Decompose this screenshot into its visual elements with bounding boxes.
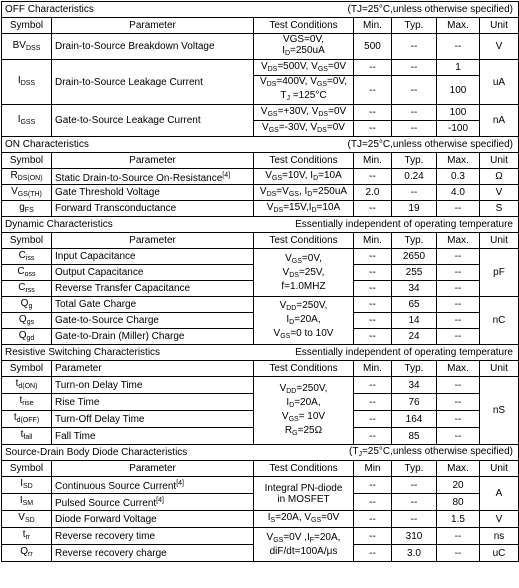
section-off-header [2,2,519,18]
column-header-row [2,233,519,249]
col-min: Min. [354,233,392,249]
unit-cell: uA [480,60,519,105]
table-row [2,201,519,217]
symbol-cell: $BV_{DSS}$ [2,34,52,60]
parameter-cell: Reverse recovery charge [52,545,254,562]
test-conditions-cell: $V_{DS}=V_{GS}$, $I_D=250uA$ [254,185,354,201]
section-switching-header [2,345,519,361]
symbol-cell: $t_{fall}$ [2,428,52,445]
col-test-conditions: Test Conditions [254,153,354,169]
col-symbol: Symbol [2,361,52,377]
section-diode-header [2,445,519,461]
test-conditions-cell: $V_{GS}=-30V$, $V_{DS}=0V$ [254,121,354,137]
typ-cell: -- [392,477,437,494]
test-conditions-cell: $I_S=20A$, $V_{GS}=0V$ [254,511,354,528]
min-cell: -- [354,428,392,445]
table-row [2,60,519,76]
min-cell: -- [354,201,392,217]
min-cell: -- [354,76,392,105]
parameter-cell: Diode Forward Voltage [52,511,254,528]
max-cell: -- [437,394,480,411]
col-max: Max. [437,233,480,249]
col-typ: Typ. [392,361,437,377]
min-cell: -- [354,249,392,265]
max-cell: 100 [437,76,480,105]
col-parameter: Parameter [52,153,254,169]
test-conditions-cell: $V_{GS}=0V$ $,I_F=20A$, diF/dt=100A/μs [254,528,354,562]
unit-cell: nC [480,297,519,345]
section-dynamic-header [2,217,519,233]
symbol-cell: $C_{iss}$ [2,249,52,265]
max-cell: -- [437,297,480,313]
min-cell: 2.0 [354,185,392,201]
min-cell: -- [354,411,392,428]
parameter-cell: Gate-to-Source Charge [52,313,254,329]
typ-cell: -- [392,185,437,201]
typ-cell: -- [392,60,437,76]
typ-cell: 164 [392,411,437,428]
max-cell: -- [437,201,480,217]
min-cell: -- [354,265,392,281]
max-cell: 1.5 [437,511,480,528]
typ-cell: 65 [392,297,437,313]
column-header-row [2,361,519,377]
typ-cell: 14 [392,313,437,329]
min-cell: -- [354,394,392,411]
parameter-cell: Continuous Source Current[4] [52,477,254,494]
min-cell: -- [354,545,392,562]
max-cell: -- [437,313,480,329]
col-max: Max. [437,361,480,377]
symbol-cell: $V_{SD}$ [2,511,52,528]
col-min: Min. [354,361,392,377]
unit-cell: V [480,34,519,60]
section-conditions: ($T_J=25^\circ C,unless$ otherwise specified) [349,445,513,458]
max-cell: -- [437,249,480,265]
table-row [2,249,519,265]
symbol-cell: $I_{DSS}$ [2,60,52,105]
col-test-conditions: Test Conditions [254,233,354,249]
symbol-cell: $R_{DS(ON)}$ [2,169,52,185]
column-header-row [2,153,519,169]
max-cell: -- [437,428,480,445]
min-cell: -- [354,511,392,528]
symbol-cell: $Q_{gd}$ [2,329,52,345]
test-conditions-cell: Integral PN-diode in MOSFET [254,477,354,511]
typ-cell: 0.24 [392,169,437,185]
test-conditions-cell: $V_{GS}=+30V$, $V_{DS}=0V$ [254,105,354,121]
typ-cell: 34 [392,281,437,297]
typ-cell: -- [392,76,437,105]
typ-cell: 2650 [392,249,437,265]
col-parameter: Parameter [52,461,254,477]
table-row [2,511,519,528]
col-unit: Unit [480,233,519,249]
parameter-cell: Drain-to-Source Leakage Current [52,60,254,105]
max-cell: -- [437,281,480,297]
col-symbol: Symbol [2,153,52,169]
unit-cell: V [480,185,519,201]
unit-cell: nS [480,377,519,445]
parameter-cell: Reverse Transfer Capacitance [52,281,254,297]
parameter-cell: Fall Time [52,428,254,445]
symbol-cell: $I_{SM}$ [2,494,52,511]
max-cell: 100 [437,105,480,121]
parameter-cell: Pulsed Source Current[4] [52,494,254,511]
table-row [2,297,519,313]
min-cell: -- [354,313,392,329]
column-header-row [2,18,519,34]
col-typ: Typ. [392,153,437,169]
col-max: Max. [437,18,480,34]
test-conditions-cell: $V_{DS}=15V,I_D=10A$ [254,201,354,217]
max-cell: -100 [437,121,480,137]
symbol-cell: $g_{FS}$ [2,201,52,217]
table-row [2,477,519,494]
max-cell: 0.3 [437,169,480,185]
table-row [2,105,519,121]
section-on-header [2,137,519,153]
min-cell: 500 [354,34,392,60]
unit-cell: V [480,511,519,528]
min-cell: -- [354,329,392,345]
min-cell: -- [354,105,392,121]
col-unit: Unit [480,361,519,377]
parameter-cell: Forward Transconductance [52,201,254,217]
parameter-cell: Static Drain-to-Source On-Resistance[4] [52,169,254,185]
section-title: Source-Drain Body Diode Characteristics [5,447,188,458]
typ-cell: -- [392,34,437,60]
unit-cell: S [480,201,519,217]
test-conditions-cell: $V_{DD}=250V$, $I_D=20A$, $V_{GS}= 10V$ $R_G=25\Omega$ [254,377,354,445]
max-cell: -- [437,545,480,562]
typ-cell: 76 [392,394,437,411]
max-cell: -- [437,329,480,345]
electrical-characteristics-table [1,1,519,562]
unit-cell: ns [480,528,519,545]
symbol-cell: $C_{rss}$ [2,281,52,297]
typ-cell: 310 [392,528,437,545]
col-symbol: Symbol [2,461,52,477]
symbol-cell: $C_{oss}$ [2,265,52,281]
min-cell: -- [354,297,392,313]
max-cell: -- [437,265,480,281]
symbol-cell: $Q_{gs}$ [2,313,52,329]
max-cell: 80 [437,494,480,511]
max-cell: 4.0 [437,185,480,201]
col-max: Max. [437,461,480,477]
symbol-cell: $t_{d(OFF)}$ [2,411,52,428]
test-conditions-cell: $V_{DS}=400V$, $V_{GS}=0V$, $T_J =125^\circ C$ [254,76,354,105]
section-title: Dynamic Characteristics [5,219,113,230]
typ-cell: -- [392,494,437,511]
unit-cell: pF [480,249,519,297]
col-min: Min. [354,153,392,169]
col-unit: Unit [480,461,519,477]
max-cell: -- [437,377,480,394]
col-unit: Unit [480,18,519,34]
parameter-cell: Rise Time [52,394,254,411]
symbol-cell: $I_{GSS}$ [2,105,52,137]
section-conditions: (TJ=25°C,unless otherwise specified) [347,139,513,150]
section-conditions: (TJ=25°C,unless otherwise specified) [347,4,513,15]
test-conditions-cell: $V_{GS}=0V$, $V_{DS}=25V$, f=1.0MHZ [254,249,354,297]
parameter-cell: Turn-Off Delay Time [52,411,254,428]
max-cell: -- [437,528,480,545]
min-cell: -- [354,121,392,137]
max-cell: 20 [437,477,480,494]
max-cell: -- [437,411,480,428]
typ-cell: 24 [392,329,437,345]
table-row [2,185,519,201]
table-row [2,377,519,394]
min-cell: -- [354,169,392,185]
min-cell: -- [354,377,392,394]
unit-cell: Ω [480,169,519,185]
col-min: Min [354,461,392,477]
typ-cell: 3.0 [392,545,437,562]
typ-cell: 85 [392,428,437,445]
symbol-cell: $t_{d(ON)}$ [2,377,52,394]
symbol-cell: $I_{SD}$ [2,477,52,494]
symbol-cell: $t_{rise}$ [2,394,52,411]
symbol-cell: $V_{GS(TH)}$ [2,185,52,201]
section-title: Resistive Switching Characteristics [5,347,161,358]
min-cell: -- [354,60,392,76]
unit-cell: nA [480,105,519,137]
min-cell: -- [354,494,392,511]
min-cell: -- [354,477,392,494]
parameter-cell: Drain-to-Source Breakdown Voltage [52,34,254,60]
parameter-cell: Reverse recovery time [52,528,254,545]
typ-cell: 255 [392,265,437,281]
col-typ: Typ. [392,461,437,477]
parameter-cell: Turn-on Delay Time [52,377,254,394]
typ-cell: 34 [392,377,437,394]
test-conditions-cell: $V_{GS}=10V$, $I_D=10A$ [254,169,354,185]
col-test-conditions: Test Conditions [254,18,354,34]
typ-cell: -- [392,121,437,137]
parameter-cell: Gate Threshold Voltage [52,185,254,201]
test-conditions-cell: $V_{DD}=250V$, $I_D=20A$, $V_{GS}=0$ to 10V [254,297,354,345]
col-unit: Unit [480,153,519,169]
col-parameter: Parameter [52,361,254,377]
col-max: Max. [437,153,480,169]
parameter-cell: Gate-to-Source Leakage Current [52,105,254,137]
typ-cell: -- [392,511,437,528]
symbol-cell: $t_{rr}$ [2,528,52,545]
col-min: Min. [354,18,392,34]
test-conditions-cell: $V_{DS}=500V$, $V_{GS}=0V$ [254,60,354,76]
col-typ: Typ. [392,18,437,34]
max-cell: 1 [437,60,480,76]
table-row [2,169,519,185]
section-title: ON Characteristics [5,139,89,150]
col-parameter: Parameter [52,233,254,249]
col-test-conditions: Test Conditions [254,461,354,477]
typ-cell: -- [392,105,437,121]
section-conditions: Essentially independent of operating temperature [295,347,513,358]
unit-cell: uC [480,545,519,562]
min-cell: -- [354,281,392,297]
max-cell: -- [437,34,480,60]
parameter-cell: Output Capacitance [52,265,254,281]
symbol-cell: $Q_g$ [2,297,52,313]
col-symbol: Symbol [2,233,52,249]
parameter-cell: Gate-to-Drain (Miller) Charge [52,329,254,345]
section-conditions: Essentially independent of operating temperature [295,219,513,230]
min-cell: -- [354,528,392,545]
col-typ: Typ. [392,233,437,249]
unit-cell: A [480,477,519,511]
table-row [2,34,519,60]
table-row [2,528,519,545]
col-symbol: Symbol [2,18,52,34]
parameter-cell: Input Capacitance [52,249,254,265]
typ-cell: 19 [392,201,437,217]
col-parameter: Parameter [52,18,254,34]
section-title: OFF Characteristics [5,4,94,15]
col-test-conditions: Test Conditions [254,361,354,377]
symbol-cell: $Q_{rr}$ [2,545,52,562]
column-header-row [2,461,519,477]
test-conditions-cell: VGS=0V, $I_D=250uA$ [254,34,354,60]
parameter-cell: Total Gate Charge [52,297,254,313]
